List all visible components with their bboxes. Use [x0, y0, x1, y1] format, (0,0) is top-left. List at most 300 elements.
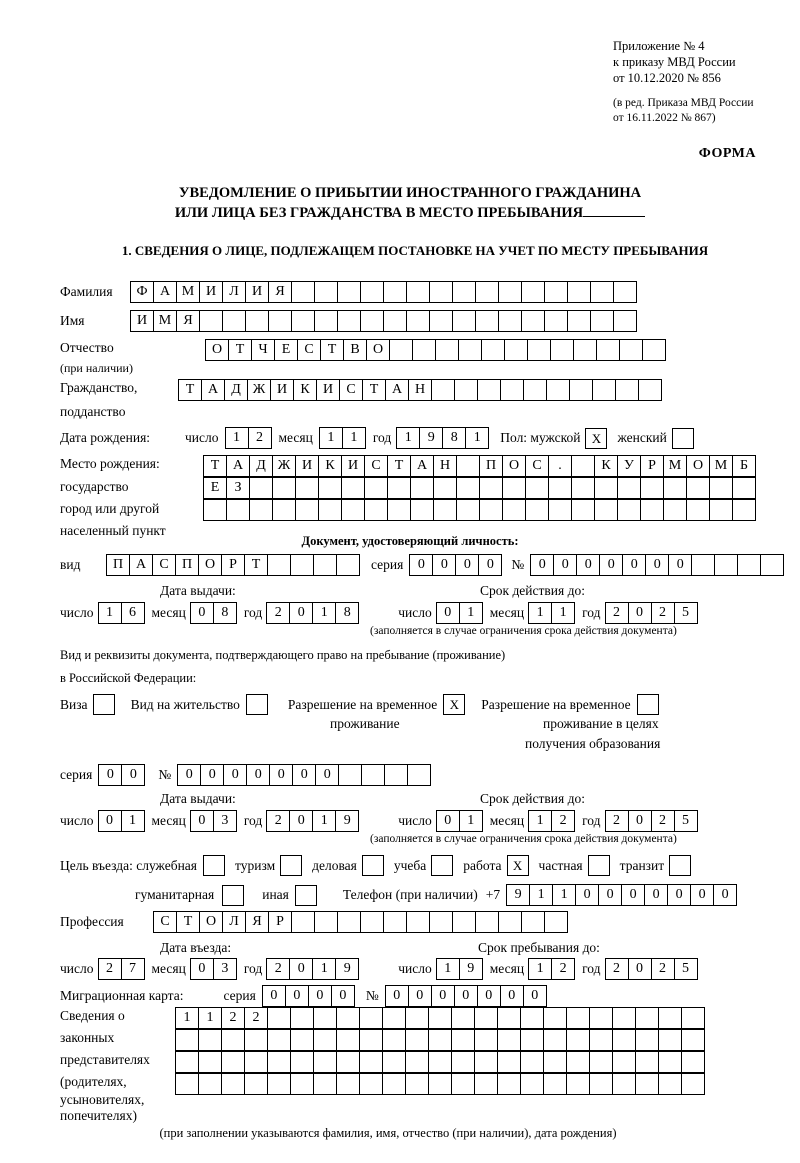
cell[interactable]: 1: [396, 427, 420, 449]
cell[interactable]: [681, 1029, 705, 1051]
cell[interactable]: 1: [465, 427, 489, 449]
cell[interactable]: [521, 911, 545, 933]
cell[interactable]: [410, 477, 434, 499]
cell[interactable]: Л: [222, 911, 246, 933]
cell[interactable]: А: [201, 379, 225, 401]
cell[interactable]: [382, 1073, 406, 1095]
cell[interactable]: [548, 477, 572, 499]
cell[interactable]: [456, 477, 480, 499]
cell[interactable]: 0: [409, 554, 433, 576]
cell[interactable]: [336, 1007, 360, 1029]
birth-day-input[interactable]: [225, 427, 271, 449]
cell[interactable]: [456, 499, 480, 521]
cell[interactable]: 1: [312, 958, 336, 980]
cell[interactable]: 1: [528, 602, 552, 624]
cell[interactable]: [479, 477, 503, 499]
cell[interactable]: 0: [598, 884, 622, 906]
cell[interactable]: 0: [292, 764, 316, 786]
entry-month-input[interactable]: [190, 958, 236, 980]
birth-month-input[interactable]: [319, 427, 365, 449]
cell[interactable]: [615, 379, 639, 401]
cell[interactable]: [709, 477, 733, 499]
cell[interactable]: [175, 1073, 199, 1095]
cell[interactable]: Я: [245, 911, 269, 933]
cell[interactable]: Р: [221, 554, 245, 576]
cell[interactable]: [244, 1029, 268, 1051]
cell[interactable]: 0: [455, 554, 479, 576]
cell[interactable]: [474, 1051, 498, 1073]
cell[interactable]: [435, 339, 459, 361]
cell[interactable]: 0: [190, 810, 214, 832]
cell[interactable]: 5: [674, 958, 698, 980]
cell[interactable]: [198, 1073, 222, 1095]
sex-female-checkbox[interactable]: [672, 428, 694, 449]
cell[interactable]: Т: [228, 339, 252, 361]
cell[interactable]: [341, 477, 365, 499]
cell[interactable]: 0: [431, 985, 455, 1007]
cell[interactable]: 1: [529, 884, 553, 906]
cell[interactable]: [658, 1029, 682, 1051]
cell[interactable]: А: [129, 554, 153, 576]
cell[interactable]: [612, 1029, 636, 1051]
cell[interactable]: [314, 911, 338, 933]
cell[interactable]: [590, 281, 614, 303]
cell[interactable]: [497, 1007, 521, 1029]
cell[interactable]: 9: [459, 958, 483, 980]
cell[interactable]: 0: [408, 985, 432, 1007]
cell[interactable]: [429, 911, 453, 933]
cell[interactable]: К: [318, 455, 342, 477]
cell[interactable]: [525, 499, 549, 521]
cell[interactable]: Я: [268, 281, 292, 303]
birthplace-input-3[interactable]: [203, 499, 755, 521]
sex-male-checkbox[interactable]: Х: [585, 428, 607, 449]
cell[interactable]: [573, 339, 597, 361]
cell[interactable]: [359, 1051, 383, 1073]
cell[interactable]: [550, 339, 574, 361]
cell[interactable]: [290, 1073, 314, 1095]
cell[interactable]: [567, 310, 591, 332]
profession-input[interactable]: [153, 911, 567, 933]
cell[interactable]: Т: [320, 339, 344, 361]
cell[interactable]: П: [479, 455, 503, 477]
cell[interactable]: [203, 499, 227, 521]
cell[interactable]: 9: [335, 810, 359, 832]
cell[interactable]: [313, 1029, 337, 1051]
doc-issue-month-input[interactable]: [190, 602, 236, 624]
cell[interactable]: [544, 911, 568, 933]
cell[interactable]: Я: [176, 310, 200, 332]
cell[interactable]: [267, 1029, 291, 1051]
cell[interactable]: 2: [266, 602, 290, 624]
cell[interactable]: [222, 310, 246, 332]
cell[interactable]: 0: [599, 554, 623, 576]
cell[interactable]: 0: [246, 764, 270, 786]
cell[interactable]: И: [295, 455, 319, 477]
cell[interactable]: [635, 1051, 659, 1073]
cell[interactable]: [244, 1073, 268, 1095]
cell[interactable]: 0: [454, 985, 478, 1007]
cell[interactable]: [428, 1029, 452, 1051]
cell[interactable]: [613, 310, 637, 332]
cell[interactable]: 0: [98, 764, 122, 786]
patronymic-input[interactable]: [205, 339, 665, 361]
cell[interactable]: [681, 1007, 705, 1029]
permit-issue-year-input[interactable]: [266, 810, 358, 832]
cell[interactable]: 0: [645, 554, 669, 576]
cell[interactable]: [451, 1029, 475, 1051]
cell[interactable]: [596, 339, 620, 361]
cell[interactable]: [520, 1007, 544, 1029]
cell[interactable]: .: [548, 455, 572, 477]
cell[interactable]: [638, 379, 662, 401]
cell[interactable]: [732, 499, 756, 521]
cell[interactable]: 1: [436, 958, 460, 980]
cell[interactable]: И: [199, 281, 223, 303]
permit-valid-month-input[interactable]: [528, 810, 574, 832]
cell[interactable]: Д: [249, 455, 273, 477]
stay-month-input[interactable]: [528, 958, 574, 980]
cell[interactable]: 8: [335, 602, 359, 624]
cell[interactable]: [405, 1007, 429, 1029]
cell[interactable]: [525, 477, 549, 499]
cell[interactable]: [475, 281, 499, 303]
cell[interactable]: [226, 499, 250, 521]
purpose-study-checkbox[interactable]: [431, 855, 453, 876]
cell[interactable]: 2: [551, 810, 575, 832]
cell[interactable]: [360, 281, 384, 303]
cell[interactable]: [360, 310, 384, 332]
cell[interactable]: [709, 499, 733, 521]
cell[interactable]: [617, 477, 641, 499]
cell[interactable]: М: [176, 281, 200, 303]
cell[interactable]: 0: [285, 985, 309, 1007]
cell[interactable]: 0: [628, 602, 652, 624]
cell[interactable]: [361, 764, 385, 786]
legal-rep-input-1[interactable]: [175, 1007, 704, 1029]
entry-year-input[interactable]: [266, 958, 358, 980]
cell[interactable]: 0: [690, 884, 714, 906]
cell[interactable]: [458, 339, 482, 361]
cell[interactable]: 0: [621, 884, 645, 906]
cell[interactable]: [291, 281, 315, 303]
cell[interactable]: [566, 1007, 590, 1029]
purpose-transit-checkbox[interactable]: [669, 855, 691, 876]
cell[interactable]: К: [293, 379, 317, 401]
cell[interactable]: Ч: [251, 339, 275, 361]
migration-number-input[interactable]: [385, 985, 546, 1007]
cell[interactable]: 2: [244, 1007, 268, 1029]
cell[interactable]: 2: [266, 958, 290, 980]
cell[interactable]: 0: [436, 602, 460, 624]
cell[interactable]: Т: [244, 554, 268, 576]
cell[interactable]: [571, 499, 595, 521]
cell[interactable]: С: [525, 455, 549, 477]
cell[interactable]: [389, 339, 413, 361]
cell[interactable]: [663, 499, 687, 521]
cell[interactable]: [474, 1029, 498, 1051]
cell[interactable]: [249, 499, 273, 521]
visa-checkbox[interactable]: [93, 694, 115, 715]
cell[interactable]: 0: [315, 764, 339, 786]
cell[interactable]: [382, 1029, 406, 1051]
cell[interactable]: [359, 1029, 383, 1051]
cell[interactable]: А: [226, 455, 250, 477]
doc-issue-year-input[interactable]: [266, 602, 358, 624]
cell[interactable]: 0: [436, 810, 460, 832]
cell[interactable]: [313, 1073, 337, 1095]
cell[interactable]: [318, 499, 342, 521]
cell[interactable]: [267, 1073, 291, 1095]
stay-day-input[interactable]: [436, 958, 482, 980]
cell[interactable]: [433, 477, 457, 499]
cell[interactable]: [290, 1029, 314, 1051]
cell[interactable]: [198, 1051, 222, 1073]
cell[interactable]: [658, 1073, 682, 1095]
cell[interactable]: [452, 310, 476, 332]
cell[interactable]: [291, 310, 315, 332]
cell[interactable]: Р: [640, 455, 664, 477]
cell[interactable]: 1: [459, 810, 483, 832]
cell[interactable]: 0: [331, 985, 355, 1007]
cell[interactable]: [612, 1007, 636, 1029]
cell[interactable]: 1: [551, 602, 575, 624]
cell[interactable]: 0: [200, 764, 224, 786]
cell[interactable]: [737, 554, 761, 576]
cell[interactable]: [543, 1051, 567, 1073]
cell[interactable]: [382, 1007, 406, 1029]
cell[interactable]: 1: [198, 1007, 222, 1029]
cell[interactable]: [594, 499, 618, 521]
cell[interactable]: [405, 1073, 429, 1095]
entry-day-input[interactable]: [98, 958, 144, 980]
cell[interactable]: [497, 1051, 521, 1073]
cell[interactable]: [566, 1073, 590, 1095]
cell[interactable]: 8: [442, 427, 466, 449]
surname-input[interactable]: [130, 281, 636, 303]
cell[interactable]: С: [339, 379, 363, 401]
purpose-tourism-checkbox[interactable]: [280, 855, 302, 876]
cell[interactable]: [244, 1051, 268, 1073]
cell[interactable]: [569, 379, 593, 401]
cell[interactable]: [407, 764, 431, 786]
cell[interactable]: С: [364, 455, 388, 477]
cell[interactable]: 2: [605, 810, 629, 832]
cell[interactable]: [497, 1029, 521, 1051]
cell[interactable]: [479, 499, 503, 521]
cell[interactable]: [267, 554, 291, 576]
cell[interactable]: [592, 379, 616, 401]
cell[interactable]: [502, 477, 526, 499]
cell[interactable]: [612, 1051, 636, 1073]
cell[interactable]: 0: [385, 985, 409, 1007]
legal-rep-input-3[interactable]: [175, 1051, 704, 1073]
cell[interactable]: [686, 499, 710, 521]
cell[interactable]: [267, 1007, 291, 1029]
cell[interactable]: 0: [530, 554, 554, 576]
cell[interactable]: М: [153, 310, 177, 332]
cell[interactable]: [295, 477, 319, 499]
cell[interactable]: П: [175, 554, 199, 576]
cell[interactable]: 1: [319, 427, 343, 449]
cell[interactable]: Т: [362, 379, 386, 401]
cell[interactable]: И: [270, 379, 294, 401]
cell[interactable]: [272, 499, 296, 521]
cell[interactable]: [543, 1007, 567, 1029]
purpose-service-checkbox[interactable]: [203, 855, 225, 876]
birthplace-input-2[interactable]: [203, 477, 755, 499]
cell[interactable]: Т: [203, 455, 227, 477]
cell[interactable]: [474, 1073, 498, 1095]
cell[interactable]: [268, 310, 292, 332]
cell[interactable]: 0: [121, 764, 145, 786]
cell[interactable]: [291, 911, 315, 933]
birthplace-input-1[interactable]: [203, 455, 755, 477]
cell[interactable]: А: [410, 455, 434, 477]
cell[interactable]: [245, 310, 269, 332]
cell[interactable]: И: [130, 310, 154, 332]
birth-year-input[interactable]: [396, 427, 488, 449]
cell[interactable]: 0: [575, 884, 599, 906]
cell[interactable]: [594, 477, 618, 499]
cell[interactable]: О: [366, 339, 390, 361]
cell[interactable]: 0: [478, 554, 502, 576]
cell[interactable]: В: [343, 339, 367, 361]
cell[interactable]: [521, 310, 545, 332]
stay-year-input[interactable]: [605, 958, 697, 980]
cell[interactable]: [566, 1029, 590, 1051]
cell[interactable]: Р: [268, 911, 292, 933]
cell[interactable]: [336, 1073, 360, 1095]
purpose-humanitarian-checkbox[interactable]: [222, 885, 244, 906]
cell[interactable]: 8: [213, 602, 237, 624]
cell[interactable]: [431, 379, 455, 401]
cell[interactable]: [313, 1051, 337, 1073]
name-input[interactable]: [130, 310, 636, 332]
cell[interactable]: [221, 1029, 245, 1051]
cell[interactable]: 0: [644, 884, 668, 906]
cell[interactable]: К: [594, 455, 618, 477]
cell[interactable]: 1: [528, 810, 552, 832]
cell[interactable]: [613, 281, 637, 303]
cell[interactable]: 0: [667, 884, 691, 906]
cell[interactable]: [504, 339, 528, 361]
cell[interactable]: [360, 911, 384, 933]
cell[interactable]: [336, 554, 360, 576]
cell[interactable]: 1: [312, 810, 336, 832]
cell[interactable]: [428, 1073, 452, 1095]
cell[interactable]: [640, 477, 664, 499]
cell[interactable]: [452, 281, 476, 303]
cell[interactable]: Ф: [130, 281, 154, 303]
cell[interactable]: [498, 281, 522, 303]
cell[interactable]: 0: [262, 985, 286, 1007]
cell[interactable]: [451, 1073, 475, 1095]
doc-valid-month-input[interactable]: [528, 602, 574, 624]
cell[interactable]: [691, 554, 715, 576]
cell[interactable]: [497, 1073, 521, 1095]
cell[interactable]: [612, 1073, 636, 1095]
cell[interactable]: 5: [674, 810, 698, 832]
cell[interactable]: 0: [553, 554, 577, 576]
cell[interactable]: [338, 764, 362, 786]
cell[interactable]: [387, 477, 411, 499]
cell[interactable]: [567, 281, 591, 303]
temp-residence-checkbox[interactable]: Х: [443, 694, 465, 715]
cell[interactable]: [387, 499, 411, 521]
cell[interactable]: [295, 499, 319, 521]
cell[interactable]: [175, 1051, 199, 1073]
cell[interactable]: [359, 1007, 383, 1029]
cell[interactable]: 2: [266, 810, 290, 832]
cell[interactable]: [527, 339, 551, 361]
cell[interactable]: 2: [221, 1007, 245, 1029]
cell[interactable]: 0: [523, 985, 547, 1007]
cell[interactable]: [364, 477, 388, 499]
cell[interactable]: [314, 281, 338, 303]
cell[interactable]: [543, 1073, 567, 1095]
cell[interactable]: [406, 911, 430, 933]
cell[interactable]: [481, 339, 505, 361]
cell[interactable]: [337, 310, 361, 332]
cell[interactable]: 0: [477, 985, 501, 1007]
cell[interactable]: 1: [225, 427, 249, 449]
cell[interactable]: 0: [622, 554, 646, 576]
cell[interactable]: [640, 499, 664, 521]
cell[interactable]: И: [245, 281, 269, 303]
cell[interactable]: [405, 1051, 429, 1073]
cell[interactable]: 0: [190, 602, 214, 624]
residence-permit-checkbox[interactable]: [246, 694, 268, 715]
cell[interactable]: [589, 1051, 613, 1073]
cell[interactable]: [589, 1073, 613, 1095]
cell[interactable]: 2: [651, 958, 675, 980]
cell[interactable]: [290, 1051, 314, 1073]
cell[interactable]: [714, 554, 738, 576]
cell[interactable]: М: [663, 455, 687, 477]
edu-residence-checkbox[interactable]: [637, 694, 659, 715]
doc-number-input[interactable]: [530, 554, 783, 576]
cell[interactable]: [617, 499, 641, 521]
cell[interactable]: [199, 310, 223, 332]
cell[interactable]: [658, 1051, 682, 1073]
cell[interactable]: [429, 310, 453, 332]
cell[interactable]: [635, 1073, 659, 1095]
cell[interactable]: [221, 1051, 245, 1073]
cell[interactable]: 0: [223, 764, 247, 786]
citizenship-input[interactable]: [178, 379, 661, 401]
migration-series-input[interactable]: [262, 985, 354, 1007]
cell[interactable]: 0: [289, 810, 313, 832]
cell[interactable]: [384, 764, 408, 786]
cell[interactable]: [520, 1073, 544, 1095]
cell[interactable]: 1: [552, 884, 576, 906]
cell[interactable]: [452, 911, 476, 933]
cell[interactable]: [760, 554, 784, 576]
cell[interactable]: 9: [335, 958, 359, 980]
cell[interactable]: [336, 1051, 360, 1073]
cell[interactable]: [642, 339, 666, 361]
cell[interactable]: [635, 1029, 659, 1051]
cell[interactable]: [544, 310, 568, 332]
cell[interactable]: 0: [308, 985, 332, 1007]
cell[interactable]: Ж: [247, 379, 271, 401]
cell[interactable]: О: [502, 455, 526, 477]
cell[interactable]: П: [106, 554, 130, 576]
cell[interactable]: [474, 1007, 498, 1029]
cell[interactable]: 0: [289, 602, 313, 624]
cell[interactable]: [498, 310, 522, 332]
